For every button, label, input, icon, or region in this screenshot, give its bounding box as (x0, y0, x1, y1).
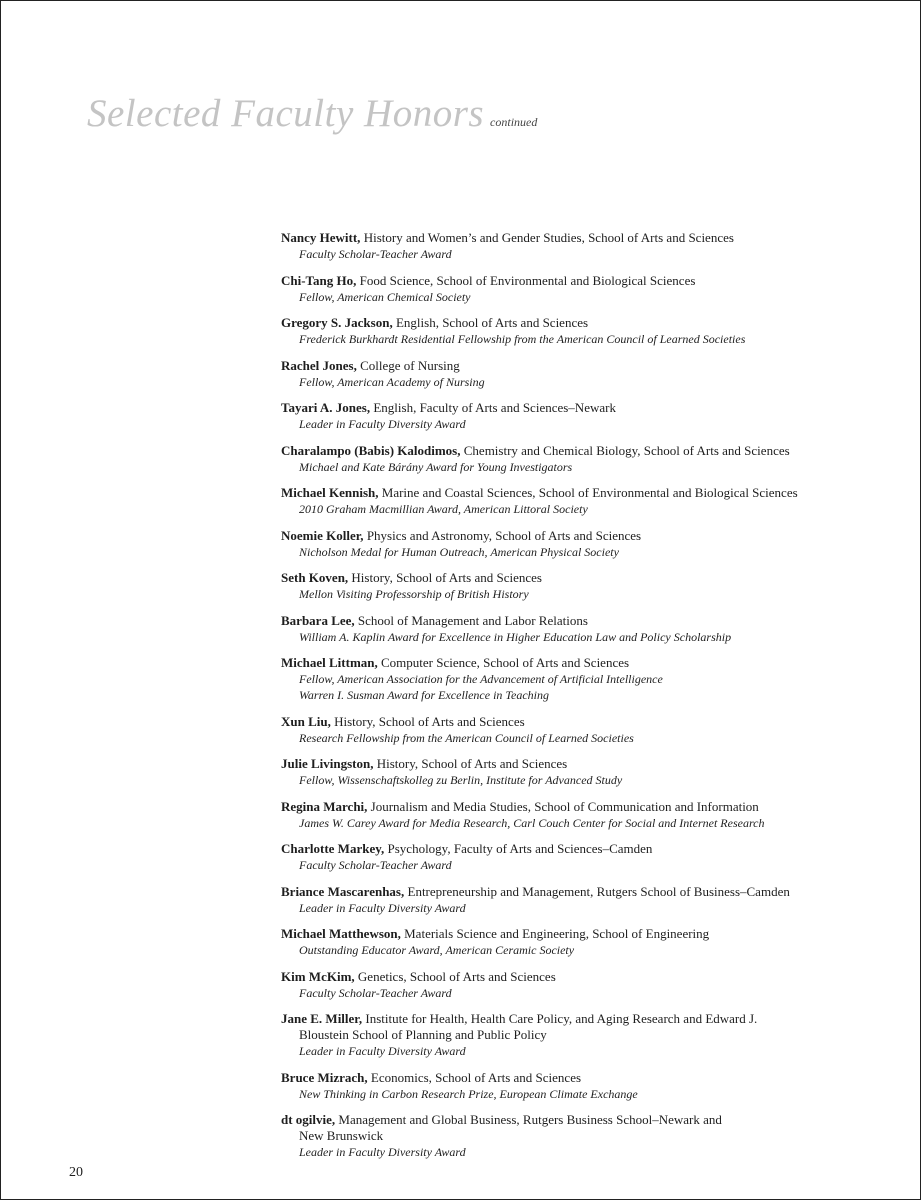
honor-entry (281, 841, 881, 873)
faculty-affiliation: English, School of Arts and Sciences (395, 315, 589, 330)
faculty-affiliation: College of Nursing (360, 357, 460, 373)
honor-entry (281, 655, 881, 703)
honor-entry (281, 273, 881, 305)
faculty-affiliation: Institute for Health, Health Care Policy, and Aging Research and Edward J. (365, 1011, 758, 1026)
faculty-name: Kim McKim, (281, 968, 355, 984)
award: James W. Carey Award for Media Research, Carl Couch Center for Social and Internet Research (299, 815, 765, 830)
faculty-name: dt ogilvie, (281, 1112, 336, 1127)
faculty-name: Bruce Mizrach, (281, 1069, 368, 1085)
award: Research Fellowship from the American Council of Learned Societies (299, 730, 634, 745)
award: Faculty Scholar-Teacher Award (299, 858, 452, 872)
award: Leader in Faculty Diversity Award (299, 1044, 466, 1058)
faculty-affiliation: Marine and Coastal Sciences, School of Environmental and Biological Sciences (381, 485, 798, 500)
award: Faculty Scholar-Teacher Award (299, 985, 452, 1000)
faculty-affiliation: History, School of Arts and Sciences (376, 756, 568, 771)
faculty-name: Jane E. Miller, (281, 1011, 363, 1026)
faculty-name: Michael Kennish, (281, 485, 379, 500)
faculty-name: Barbara Lee, (281, 612, 355, 628)
page-header (87, 91, 537, 136)
award: New Thinking in Carbon Research Prize, European Climate Exchange (299, 1086, 638, 1101)
faculty-name: Julie Livingston, (281, 756, 374, 771)
award: Warren I. Susman Award for Excellence in Teaching (299, 688, 549, 702)
faculty-name: Michael Matthewson, (281, 926, 401, 941)
faculty-name: Seth Koven, (281, 570, 349, 585)
honor-entry (281, 884, 881, 916)
faculty-name: Charalampo (Babis) Kalodimos, (281, 442, 461, 458)
faculty-affiliation: Computer Science, School of Arts and Sciences (381, 655, 630, 670)
faculty-affiliation: Management and Global Business, Rutgers Business School–Newark and (338, 1112, 722, 1127)
faculty-affiliation: School of Management and Labor Relations (357, 612, 588, 628)
award: Fellow, Wissenschaftskolleg zu Berlin, Institute for Advanced Study (299, 773, 623, 787)
award: Fellow, American Chemical Society (299, 289, 471, 304)
faculty-affiliation: Materials Science and Engineering, School of Engineering (404, 926, 710, 941)
honor-entry (281, 1011, 881, 1059)
faculty-name: Noemie Koller, (281, 527, 364, 543)
faculty-name: Charlotte Markey, (281, 841, 385, 856)
honor-entry (281, 570, 881, 602)
honor-entry (281, 714, 881, 746)
faculty-name: Xun Liu, (281, 713, 331, 729)
honor-entry (281, 358, 881, 390)
honors-list (281, 230, 881, 1171)
award: William A. Kaplin Award for Excellence in Higher Education Law and Policy Scholarship (299, 629, 732, 644)
faculty-name: Nancy Hewitt, (281, 230, 361, 245)
faculty-affiliation: Entrepreneurship and Management, Rutgers School of Business–Camden (407, 883, 790, 899)
honor-entry (281, 1112, 881, 1160)
faculty-affiliation: Journalism and Media Studies, School of Communication and Information (370, 798, 759, 814)
award: Frederick Burkhardt Residential Fellowship from the American Council of Learned Societies (299, 332, 746, 346)
award: Fellow, American Academy of Nursing (299, 374, 485, 389)
award: Faculty Scholar-Teacher Award (299, 247, 452, 261)
faculty-affiliation: Physics and Astronomy, School of Arts and Sciences (366, 527, 642, 543)
honor-entry (281, 969, 881, 1001)
honor-entry (281, 315, 881, 347)
honor-entry (281, 528, 881, 560)
faculty-name: Briance Mascarenhas, (281, 883, 405, 899)
faculty-affiliation: Psychology, Faculty of Arts and Sciences–Camden (387, 841, 653, 856)
faculty-name: Chi-Tang Ho, (281, 272, 357, 288)
faculty-name: Tayari A. Jones, (281, 400, 371, 415)
faculty-affiliation: Food Science, School of Environmental and Biological Sciences (359, 272, 696, 288)
faculty-affiliation: History, School of Arts and Sciences (351, 570, 542, 585)
award: Leader in Faculty Diversity Award (299, 900, 466, 915)
honor-entry (281, 485, 881, 517)
faculty-name: Regina Marchi, (281, 798, 368, 814)
award: Fellow, American Association for the Advancement of Artificial Intelligence (299, 672, 663, 686)
faculty-affiliation-continued: Bloustein School of Planning and Public Policy (299, 1027, 547, 1042)
honor-entry (281, 799, 881, 831)
honor-entry (281, 230, 881, 262)
faculty-affiliation: Economics, School of Arts and Sciences (370, 1069, 582, 1085)
award: Leader in Faculty Diversity Award (299, 1145, 466, 1159)
honor-entry (281, 926, 881, 958)
award: Outstanding Educator Award, American Ceramic Society (299, 943, 575, 957)
honor-entry (281, 756, 881, 788)
faculty-name: Gregory S. Jackson, (281, 315, 393, 330)
faculty-affiliation: Chemistry and Chemical Biology, School of Arts and Sciences (463, 442, 790, 458)
honor-entry (281, 400, 881, 432)
award: Nicholson Medal for Human Outreach, American Physical Society (299, 544, 619, 559)
award: Mellon Visiting Professorship of British History (299, 587, 529, 601)
faculty-affiliation: Genetics, School of Arts and Sciences (357, 968, 556, 984)
section-subtitle: continued (490, 115, 538, 129)
honor-entry (281, 443, 881, 475)
honor-entry (281, 613, 881, 645)
section-title: Selected Faculty Honors (87, 92, 485, 135)
faculty-affiliation: English, Faculty of Arts and Sciences–Newark (373, 400, 616, 415)
page-number: 20 (69, 1165, 83, 1180)
award: Leader in Faculty Diversity Award (299, 417, 466, 431)
award: 2010 Graham Macmillian Award, American Littoral Society (299, 502, 588, 516)
faculty-affiliation: History, School of Arts and Sciences (334, 713, 525, 729)
faculty-name: Rachel Jones, (281, 357, 357, 373)
award: Michael and Kate Bárány Award for Young Investigators (299, 459, 573, 474)
faculty-affiliation: History and Women’s and Gender Studies, School of Arts and Sciences (363, 230, 734, 245)
honor-entry (281, 1070, 881, 1102)
faculty-affiliation-continued: New Brunswick (299, 1128, 384, 1143)
faculty-name: Michael Littman, (281, 655, 378, 670)
